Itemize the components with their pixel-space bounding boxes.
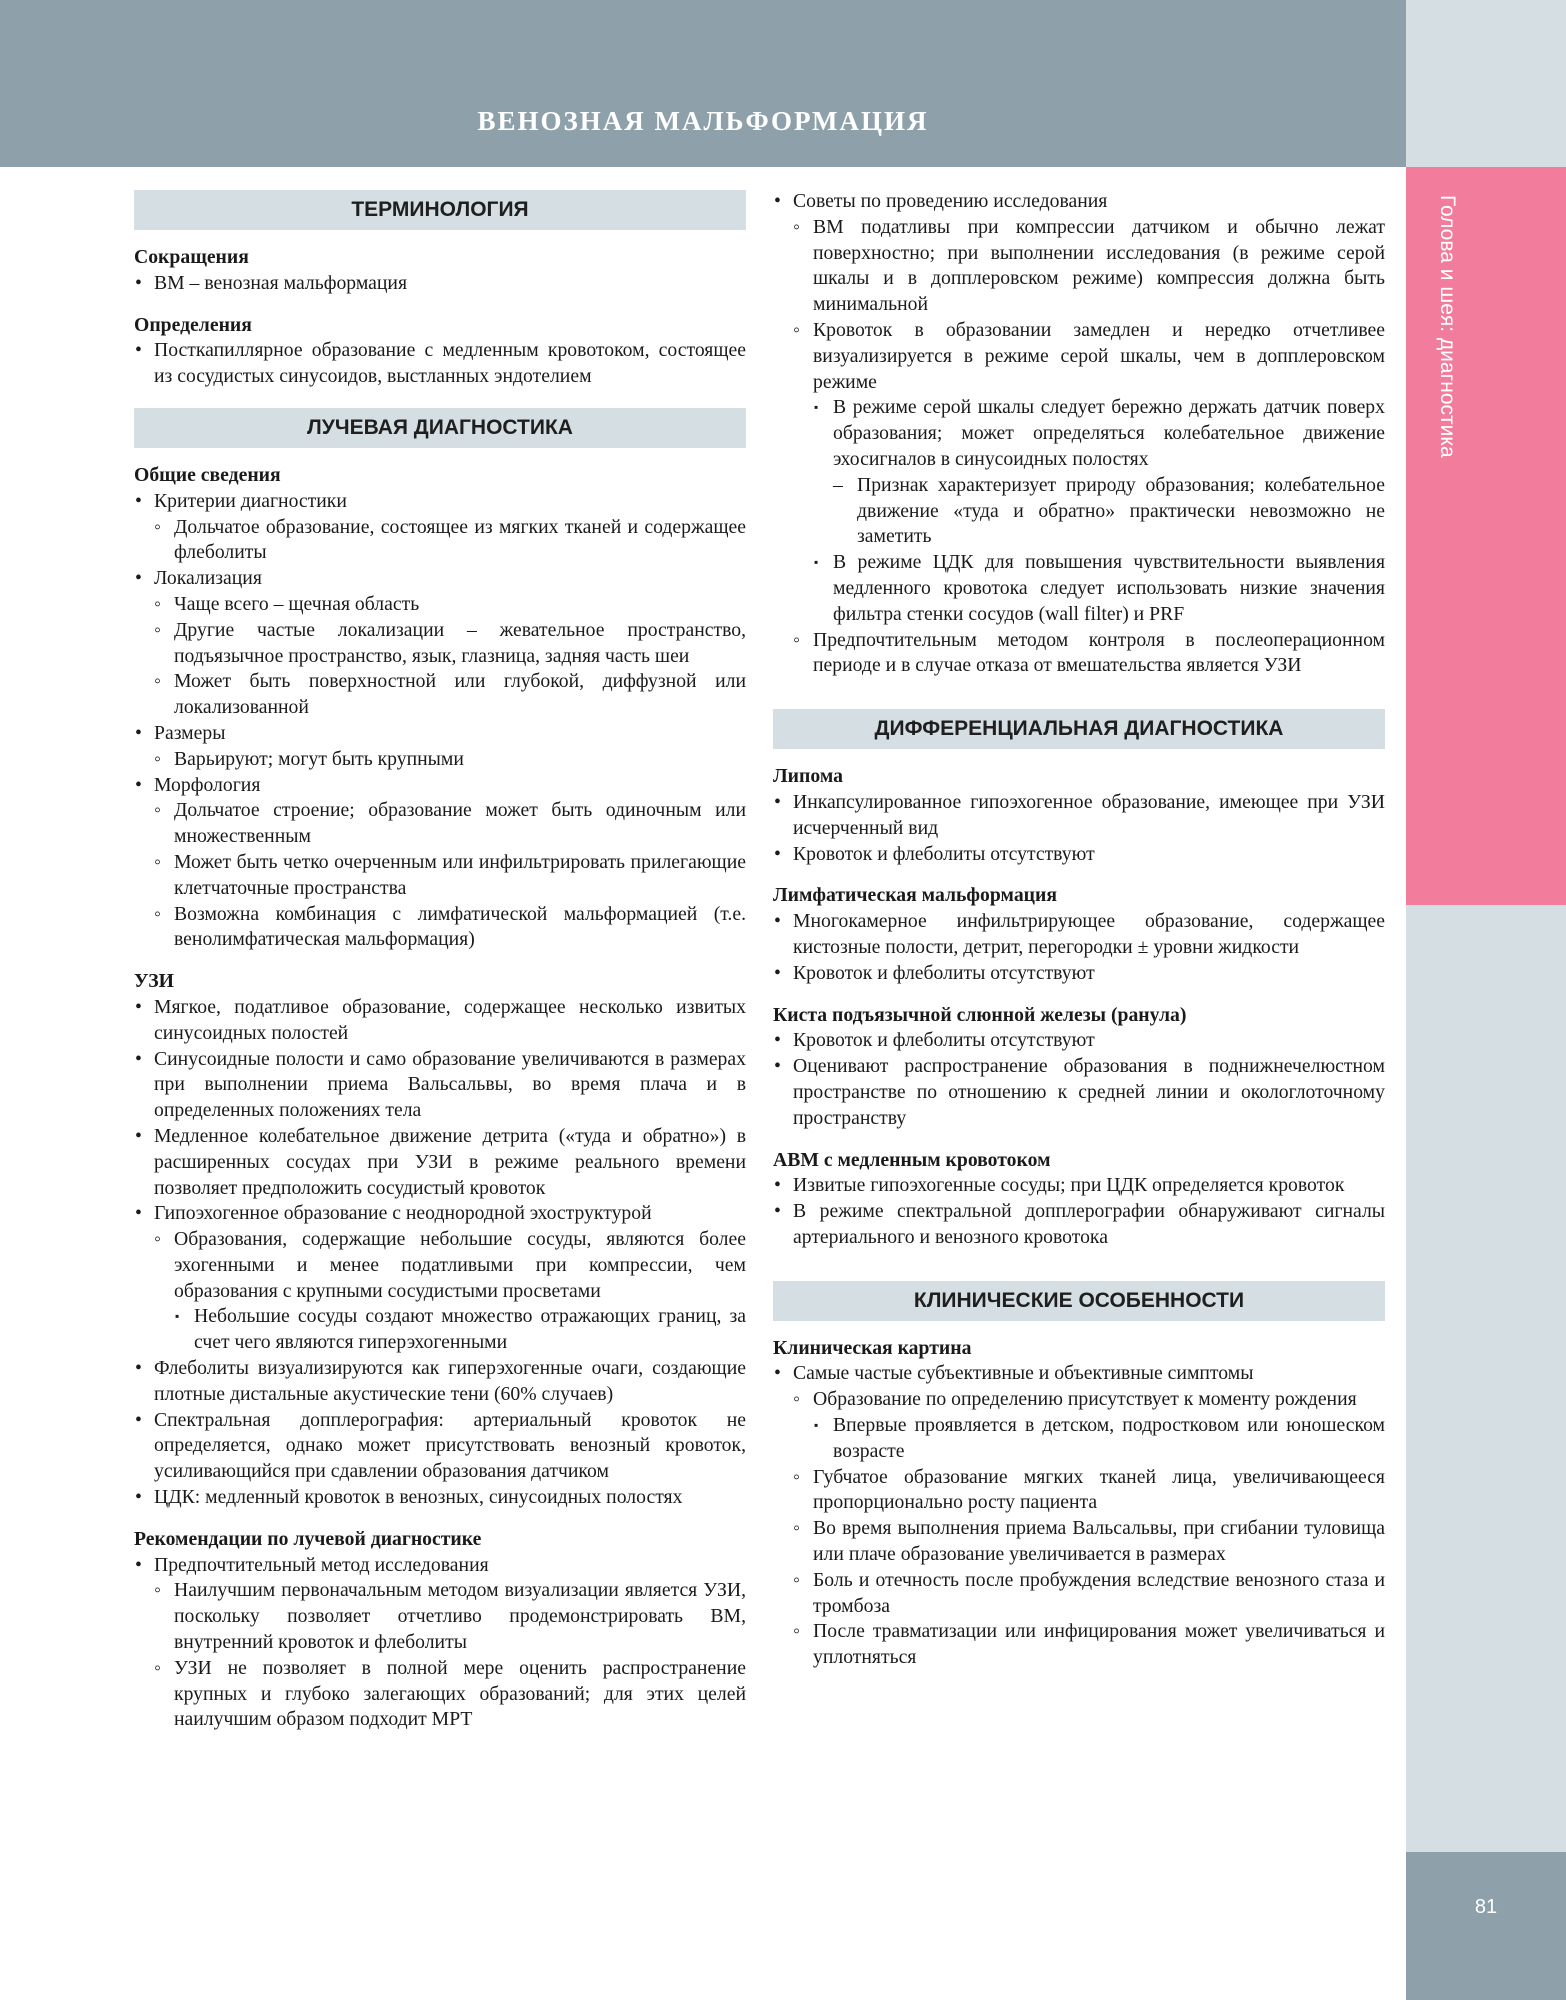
list-item: • Флеболиты визуализируются как гиперэхогенные очаги, создающие плотные дистальные акустические тени (60% случаев) xyxy=(134,1356,746,1408)
list-item: ◦ Возможна комбинация с лимфатической мальформацией (т.е. венолимфатическая мальформация) xyxy=(134,902,746,954)
page-title: ВЕНОЗНАЯ МАЛЬФОРМАЦИЯ xyxy=(477,106,929,136)
list-item: • Спектральная допплерография: артериальный кровоток не определяется, однако может присутствовать венозный кровоток, усиливающийся при сдавлении образования датчиком xyxy=(134,1408,746,1485)
list-item: • Морфология xyxy=(134,773,746,799)
list-item: • Локализация xyxy=(134,566,746,592)
subheading-general: Общие сведения xyxy=(134,463,281,486)
left-column xyxy=(134,190,746,1733)
list-item: • Советы по проведению исследования xyxy=(773,189,1385,215)
subheading-definitions: Определения xyxy=(134,313,252,336)
list-item: ◦ Может быть четко очерченным или инфильтрировать прилегающие клетчаточные пространства xyxy=(134,850,746,902)
list-item: • В режиме спектральной допплерографии обнаруживают сигналы артериального и венозного кровотока xyxy=(773,1199,1385,1251)
subheading-presentation: Клиническая картина xyxy=(773,1336,972,1359)
list-item: • Извитые гипоэхогенные сосуды; при ЦДК определяется кровоток xyxy=(773,1173,1385,1199)
list-item: • Посткапиллярное образование с медленным кровотоком, состоящее из сосудистых синусоидов, выстланных эндотелием xyxy=(134,338,746,390)
subheading-recommendations: Рекомендации по лучевой диагностике xyxy=(134,1527,482,1550)
list-item: • Многокамерное инфильтрирующее образование, содержащее кистозные полости, детрит, перегородки ± уровни жидкости xyxy=(773,909,1385,961)
list-item: ▪ Впервые проявляется в детском, подростковом или юношеском возрасте xyxy=(773,1413,1385,1465)
list-item: ◦ Образование по определению присутствует к моменту рождения xyxy=(773,1387,1385,1413)
list-item: ◦ Другие частые локализации – жевательное пространство, подъязычное пространство, язык, глазница, задняя часть шеи xyxy=(134,618,746,670)
list-item: • Медленное колебательное движение детрита («туда и обратно») в расширенных сосудах при УЗИ в режиме реального времени позволяет предположить сосудистый кровоток xyxy=(134,1124,746,1201)
list-item: ◦ ВМ податливы при компрессии датчиком и обычно лежат поверхностно; при выполнении исследования (в режиме серой шкалы и в допплеровском режиме) компрессия должна быть минимальной xyxy=(773,215,1385,318)
list-item: – Признак характеризует природу образования; колебательное движение «туда и обратно» практически невозможно не заметить xyxy=(773,473,1385,550)
side-tab-middle xyxy=(1406,905,1566,1852)
subheading-abbreviations: Сокращения xyxy=(134,246,249,268)
list-item: ◦ УЗИ не позволяет в полной мере оценить распространение крупных и глубоко залегающих образований; для этих целей наилучшим образом подходит МРТ xyxy=(134,1656,746,1733)
list-item: ◦ Чаще всего – щечная область xyxy=(134,592,746,618)
list-item: ◦ Наилучшим первоначальным методом визуализации является УЗИ, поскольку позволяет отчетливо продемонстрировать ВМ, внутренний кровоток и флеболиты xyxy=(134,1578,746,1655)
side-tab-section xyxy=(1406,167,1566,905)
list-item: ◦ Во время выполнения приема Вальсальвы, при сгибании туловища или плаче образование увеличивается в размерах xyxy=(773,1516,1385,1568)
side-tab-bottom xyxy=(1406,1852,1566,2000)
list-item: ◦ Дольчатое строение; образование может быть одиночным или множественным xyxy=(134,798,746,850)
list-item: ◦ Варьируют; могут быть крупными xyxy=(134,747,746,773)
list-item: ◦ Предпочтительным методом контроля в послеоперационном периоде и в случае отказа от вмешательства является УЗИ xyxy=(773,628,1385,680)
list-item: ▪ В режиме ЦДК для повышения чувствительности выявления медленного кровотока следует использовать низкие значения фильтра стенки сосудов (wall filter) и PRF xyxy=(773,550,1385,627)
list-item: ◦ Образования, содержащие небольшие сосуды, являются более эхогенными и менее податливыми при компрессии, чем образования с крупными сосудистыми просветами xyxy=(134,1227,746,1304)
section-heading-clinical: КЛИНИЧЕСКИЕ ОСОБЕННОСТИ xyxy=(773,1281,1385,1321)
subheading-avm: АВМ с медленным кровотоком xyxy=(773,1148,1051,1171)
list-item: • Гипоэхогенное образование с неоднородной эхоструктурой xyxy=(134,1201,746,1227)
list-item: ◦ Боль и отечность после пробуждения вследствие венозного стаза и тромбоза xyxy=(773,1568,1385,1620)
list-item: • Инкапсулированное гипоэхогенное образование, имеющее при УЗИ исчерченный вид xyxy=(773,790,1385,842)
subheading-ultrasound: УЗИ xyxy=(134,970,174,993)
list-item: ◦ Губчатое образование мягких тканей лица, увеличивающееся пропорционально росту пациента xyxy=(773,1465,1385,1517)
list-item: • Предпочтительный метод исследования xyxy=(134,1553,746,1579)
list-item: ◦ Может быть поверхностной или глубокой, диффузной или локализованной xyxy=(134,669,746,721)
page-number: 81 xyxy=(1474,1896,1498,1918)
list-item: ◦ Кровоток в образовании замедлен и нередко отчетливее визуализируется в режиме серой шкалы, чем в допплеровском режиме xyxy=(773,318,1385,395)
list-item: • ВМ – венозная мальформация xyxy=(134,271,746,297)
page-header xyxy=(0,0,1406,167)
list-item: • Кровоток и флеболиты отсутствуют xyxy=(773,1028,1385,1054)
right-column xyxy=(773,189,1385,1671)
side-tab-top xyxy=(1406,0,1566,167)
subheading-lipoma: Липома xyxy=(773,765,843,788)
list-item: • Размеры xyxy=(134,721,746,747)
list-item: ◦ После травматизации или инфицирования может увеличиваться и уплотняться xyxy=(773,1619,1385,1671)
list-item: • ЦДК: медленный кровоток в венозных, синусоидных полостях xyxy=(134,1485,746,1511)
list-item: • Синусоидные полости и само образование увеличиваются в размерах при выполнении приема Вальсальвы, во время плача и в определенных положениях тела xyxy=(134,1047,746,1124)
list-item: ▪ Небольшие сосуды создают множество отражающих границ, за счет чего являются гиперэхогенными xyxy=(134,1304,746,1356)
section-label: Голова и шея: диагностика xyxy=(1436,195,1459,458)
list-item: • Самые частые субъективные и объективные симптомы xyxy=(773,1361,1385,1387)
list-item: ◦ Дольчатое образование, состоящее из мягких тканей и содержащее флеболиты xyxy=(134,515,746,567)
list-item: • Мягкое, податливое образование, содержащее несколько извитых синусоидных полостей xyxy=(134,995,746,1047)
list-item: • Кровоток и флеболиты отсутствуют xyxy=(773,842,1385,868)
subheading-ranula: Киста подъязычной слюнной железы (ранула) xyxy=(773,1003,1187,1026)
subheading-lymphatic: Лимфатическая мальформация xyxy=(773,884,1057,907)
list-item: ▪ В режиме серой шкалы следует бережно держать датчик поверх образования; может определяться колебательное движение эхосигналов в синусоидных полостях xyxy=(773,395,1385,472)
list-item: • Кровоток и флеболиты отсутствуют xyxy=(773,961,1385,987)
section-heading-terminology: ТЕРМИНОЛОГИЯ xyxy=(134,190,746,230)
list-item: • Критерии диагностики xyxy=(134,489,746,515)
section-heading-imaging: ЛУЧЕВАЯ ДИАГНОСТИКА xyxy=(134,408,746,448)
list-item: • Оценивают распространение образования в поднижнечелюстном пространстве по отношению к средней линии и окологлоточному пространству xyxy=(773,1054,1385,1131)
section-heading-ddx: ДИФФЕРЕНЦИАЛЬНАЯ ДИАГНОСТИКА xyxy=(773,709,1385,749)
